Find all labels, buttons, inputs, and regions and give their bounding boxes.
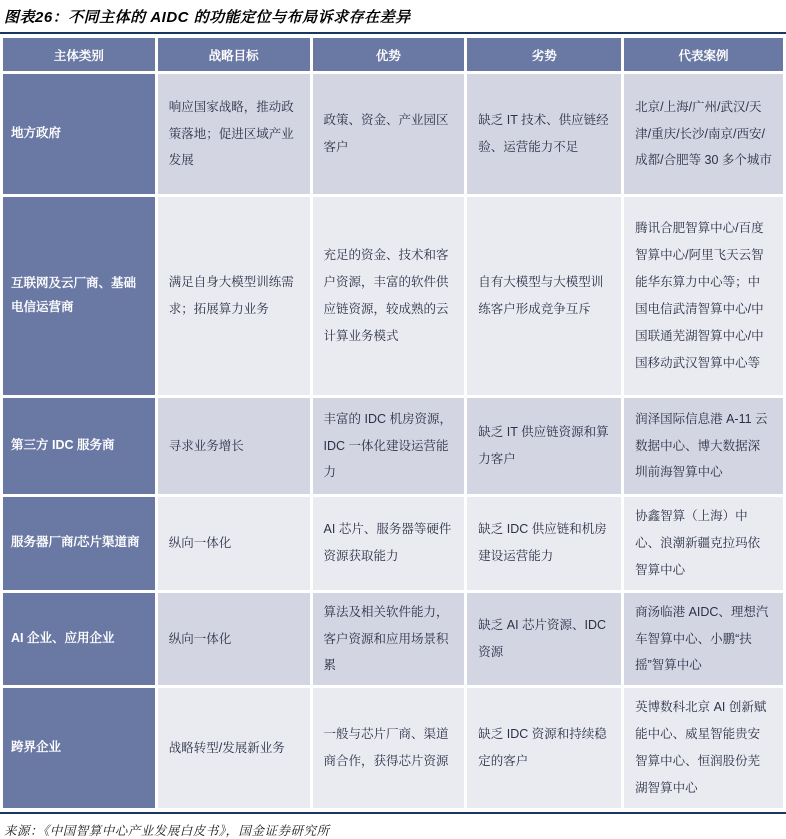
cell-category: 地方政府	[3, 74, 155, 194]
cell-cases: 腾讯合肥智算中心/百度智算中心/阿里飞天云智能华东算力中心等；中国电信武清智算中心/中国联通芜湖智算中心/中国移动武汉智算中心等	[624, 197, 783, 395]
cell-cases: 北京/上海/广州/武汉/天津/重庆/长沙/南京/西安/成都/合肥等 30 多个城市	[624, 74, 783, 194]
cell-category: 跨界企业	[3, 688, 155, 808]
cell-disadvantage: 缺乏 AI 芯片资源、IDC 资源	[467, 593, 621, 686]
header-row	[3, 38, 783, 71]
cell-advantage: 政策、资金、产业园区客户	[313, 74, 465, 194]
cell-goal: 满足自身大模型训练需求；拓展算力业务	[158, 197, 310, 395]
table-row	[3, 497, 783, 590]
header-disadvantage: 劣势	[467, 38, 621, 71]
aidc-comparison-table	[0, 35, 786, 811]
cell-goal: 纵向一体化	[158, 497, 310, 590]
cell-advantage: 一般与芯片厂商、渠道商合作，获得芯片资源	[313, 688, 465, 808]
source-note: 来源：《中国智算中心产业发展白皮书》，国金证券研究所	[4, 823, 330, 838]
cell-disadvantage: 缺乏 IDC 供应链和机房建设运营能力	[467, 497, 621, 590]
cell-advantage: 算法及相关软件能力，客户资源和应用场景积累	[313, 593, 465, 686]
cell-goal: 寻求业务增长	[158, 398, 310, 494]
table-row	[3, 593, 783, 686]
cell-disadvantage: 缺乏 IDC 资源和持续稳定的客户	[467, 688, 621, 808]
cell-category: 服务器厂商/芯片渠道商	[3, 497, 155, 590]
header-goal: 战略目标	[158, 38, 310, 71]
header-cases: 代表案例	[624, 38, 783, 71]
cell-goal: 响应国家战略，推动政策落地；促进区域产业发展	[158, 74, 310, 194]
cell-cases: 协鑫智算（上海）中心、浪潮新疆克拉玛依智算中心	[624, 497, 783, 590]
table-body	[3, 74, 783, 808]
table-row	[3, 398, 783, 494]
cell-disadvantage: 自有大模型与大模型训练客户形成竞争互斥	[467, 197, 621, 395]
cell-cases: 英博数科北京 AI 创新赋能中心、威星智能贵安智算中心、恒润股份芜湖智算中心	[624, 688, 783, 808]
table-row	[3, 197, 783, 395]
cell-goal: 战略转型/发展新业务	[158, 688, 310, 808]
cell-category: AI 企业、应用企业	[3, 593, 155, 686]
cell-goal: 纵向一体化	[158, 593, 310, 686]
header-advantage: 优势	[313, 38, 465, 71]
cell-disadvantage: 缺乏 IT 技术、供应链经验、运营能力不足	[467, 74, 621, 194]
cell-advantage: AI 芯片、服务器等硬件资源获取能力	[313, 497, 465, 590]
cell-category: 第三方 IDC 服务商	[3, 398, 155, 494]
table-row	[3, 74, 783, 194]
cell-advantage: 充足的资金、技术和客户资源，丰富的软件供应链资源，较成熟的云计算业务模式	[313, 197, 465, 395]
cell-cases: 润泽国际信息港 A-11 云数据中心、博大数据深圳前海智算中心	[624, 398, 783, 494]
cell-advantage: 丰富的 IDC 机房资源，IDC 一体化建设运营能力	[313, 398, 465, 494]
table-row	[3, 688, 783, 808]
cell-disadvantage: 缺乏 IT 供应链资源和算力客户	[467, 398, 621, 494]
title-divider	[0, 32, 786, 34]
cell-category: 互联网及云厂商、基础电信运营商	[3, 197, 155, 395]
figure-title: 图表26：不同主体的 AIDC 的功能定位与布局诉求存在差异	[4, 9, 411, 26]
cell-cases: 商汤临港 AIDC、理想汽车智算中心、小鹏“扶摇”智算中心	[624, 593, 783, 686]
header-category: 主体类别	[3, 38, 155, 71]
table-header	[3, 38, 783, 71]
